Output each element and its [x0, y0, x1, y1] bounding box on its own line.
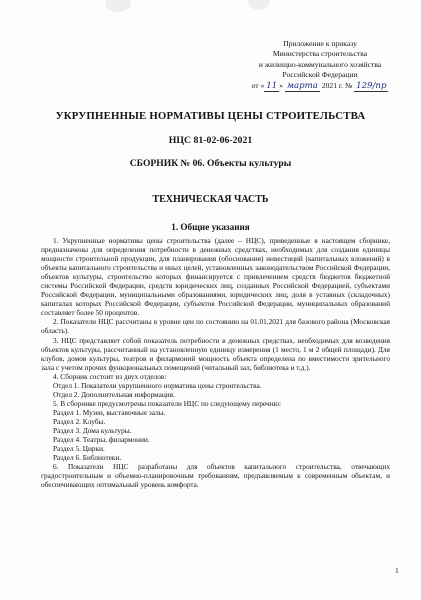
- date-prefix: от «: [251, 80, 265, 90]
- paragraph: 3. НЦС представляет собой показатель потребности в денежных средствах, необходимых для возведения объектов культуры, рассчитанный на установленную единицу измерения (1 место, 1 м 2 общей площади). Для клубов, домов культуры, театров и филармоний мощность объекта определена по вместимости зрительного зала с учетом прочих функциональных помещений (читальный зал, библиотека и т.д.).: [41, 335, 390, 372]
- list-item: Раздел 6. Библиотеки.: [53, 453, 122, 463]
- scan-mark: [105, 0, 131, 12]
- document-code: НЦС 81-02-06-2021: [168, 135, 253, 146]
- appendix-line: Российской Федерации: [282, 70, 358, 80]
- list-item: Раздел 2. Клубы.: [53, 416, 106, 426]
- document-body: [41, 236, 390, 489]
- list-item: Отдел 1. Показатели укрупненного норматива цены строительства.: [53, 380, 262, 390]
- handwritten-order-number: 129/пр: [356, 80, 387, 91]
- list-item: Раздел 1. Музеи, выставочные залы.: [53, 407, 166, 417]
- appendix-line: и жилищно-коммунального хозяйства: [258, 59, 382, 69]
- handwritten-day: 11: [266, 80, 278, 91]
- collection-title: СБОРНИК № 06. Объекты культуры: [129, 158, 292, 169]
- appendix-line: Министерства строительства: [272, 49, 368, 59]
- paragraph: 2. Показатели НЦС рассчитаны в уровне цен по состоянию на 01.01.2021 для базового района (Московская область).: [41, 317, 390, 336]
- document-title: УКРУПНЕННЫЕ НОРМАТИВЫ ЦЕНЫ СТРОИТЕЛЬСТВА: [55, 110, 366, 122]
- list-item: 5. В сборнике предусмотрены показатели НЦС по следующему перечню:: [53, 398, 282, 408]
- date-mid: »: [279, 80, 285, 90]
- appendix-block: [245, 39, 395, 92]
- list-item: Раздел 4. Театры, филармонии.: [53, 435, 150, 445]
- section-title: 1. Общие указания: [171, 222, 250, 232]
- list-item: Раздел 3. Дома культуры.: [53, 425, 132, 435]
- list-item: Раздел 5. Цирки.: [53, 444, 105, 454]
- list-item: 4. Сборник состоит из двух отделов:: [53, 371, 167, 381]
- order-year: 2021 г. №: [319, 80, 355, 90]
- handwritten-month: марта: [286, 80, 318, 91]
- appendix-line: Приложение к приказу: [283, 39, 357, 48]
- page-number: 1: [395, 566, 399, 575]
- paragraph: 6. Показатели НЦС разработаны для объектов капитального строительства, отвечающих градостроительным и объемно-планировочным требованиям, предъявляемым к современным объектам, и обеспечивающих оптимальный уровень комфорта.: [41, 462, 390, 490]
- paragraph: 1. Укрупненные нормативы цены строительства (далее – НЦС), приведенные в настоящем сборнике, предназначены для определения потребности в денежных средствах, необходимых для создания единицы мощности строительной продукции, для планирования (обоснования) инвестиций (капитальных вложений) в объекты капитального строительства и иных целей, установленных законодательством Российской Федерации, объектов культуры, строительство которых финансируется с привлечением средств бюджетов бюджетной системы Российской Федерации, средств юридических лиц, созданных Российской Федерацией, субъектами Российской Федерации, муниципальными образованиями, юридических лиц, доля в уставных (складочных) капиталах которых Российской Федерации, субъектов Российской Федерации, муниципальных образований составляет более 50 процентов.: [41, 236, 390, 318]
- technical-part-title: ТЕХНИЧЕСКАЯ ЧАСТЬ: [152, 194, 269, 205]
- list-item: Отдел 2. Дополнительная информация.: [53, 389, 175, 399]
- scan-mark: [248, 0, 270, 10]
- order-date-number: [245, 81, 395, 92]
